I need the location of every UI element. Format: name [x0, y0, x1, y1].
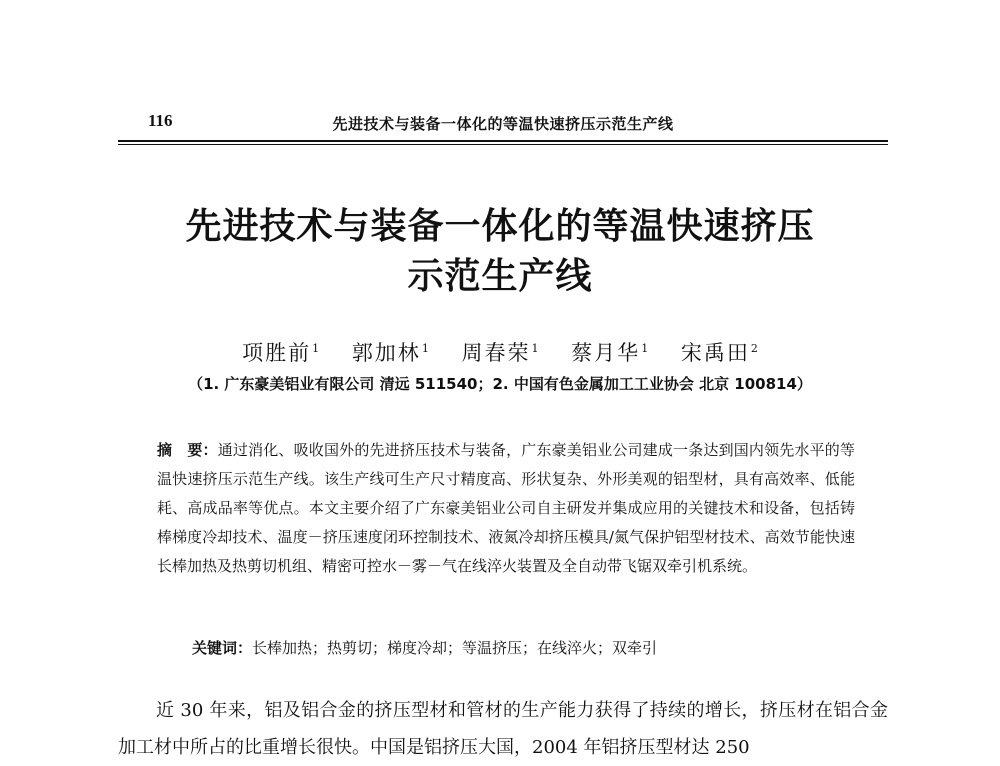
abstract-text: 通过消化、吸收国外的先进挤压技术与装备，广东豪美铝业公司建成一条达到国内领先水平的等温快速挤压示范生产线。该生产线可生产尺寸精度高、形状复杂、外形美观的铝型材，具有高效率、低能耗、高成品率等优点。本文主要介绍了广东豪美铝业公司自主研发并集成应用的关键技术和设备，包括铸棒梯度冷却技术、温度－挤压速度闭环控制技术、液氮冷却挤压模具/氮气保护铝型材技术、高效节能快速长棒加热及热剪切机组、精密可控水－雾－气在线淬火装置及全自动带飞锯双牵引机系统。 [157, 441, 855, 575]
keywords [192, 637, 862, 658]
header-rule-thin [118, 144, 888, 145]
author: 周春荣$^1$ [461, 341, 539, 365]
author: 宋禹田$^2$ [680, 341, 758, 365]
abstract [157, 436, 855, 581]
page-number: 116 [148, 111, 173, 130]
paper-title-line-2: 示范生产线 [407, 255, 593, 297]
author: 蔡月华$^1$ [571, 341, 649, 365]
keywords-text: 长棒加热；热剪切；梯度冷却；等温挤压；在线淬火；双牵引 [252, 639, 658, 657]
paper-title-line-1: 先进技术与装备一体化的等温快速挤压 [185, 205, 815, 247]
author-list [0, 337, 1000, 367]
running-header-title: 先进技术与装备一体化的等温快速挤压示范生产线 [332, 115, 674, 133]
abstract-label: 摘 要： [157, 441, 218, 459]
body-paragraph: 近 30 年来，铝及铝合金的挤压型材和管材的生产能力获得了持续的增长，挤压材在铝合金加工材中所占的比重增长很快。中国是铝挤压大国，2004 年铝挤压型材达 250 [118, 700, 888, 758]
author: 郭加林$^1$ [351, 341, 429, 365]
keywords-label: 关键词： [192, 639, 253, 657]
running-header [118, 111, 888, 141]
header-rule [118, 140, 888, 142]
author: 项胜前$^1$ [242, 341, 320, 365]
affiliations: （1. 广东豪美铝业有限公司 清远 511540；2. 中国有色金属加工工业协会 北京 100814） [188, 375, 812, 393]
